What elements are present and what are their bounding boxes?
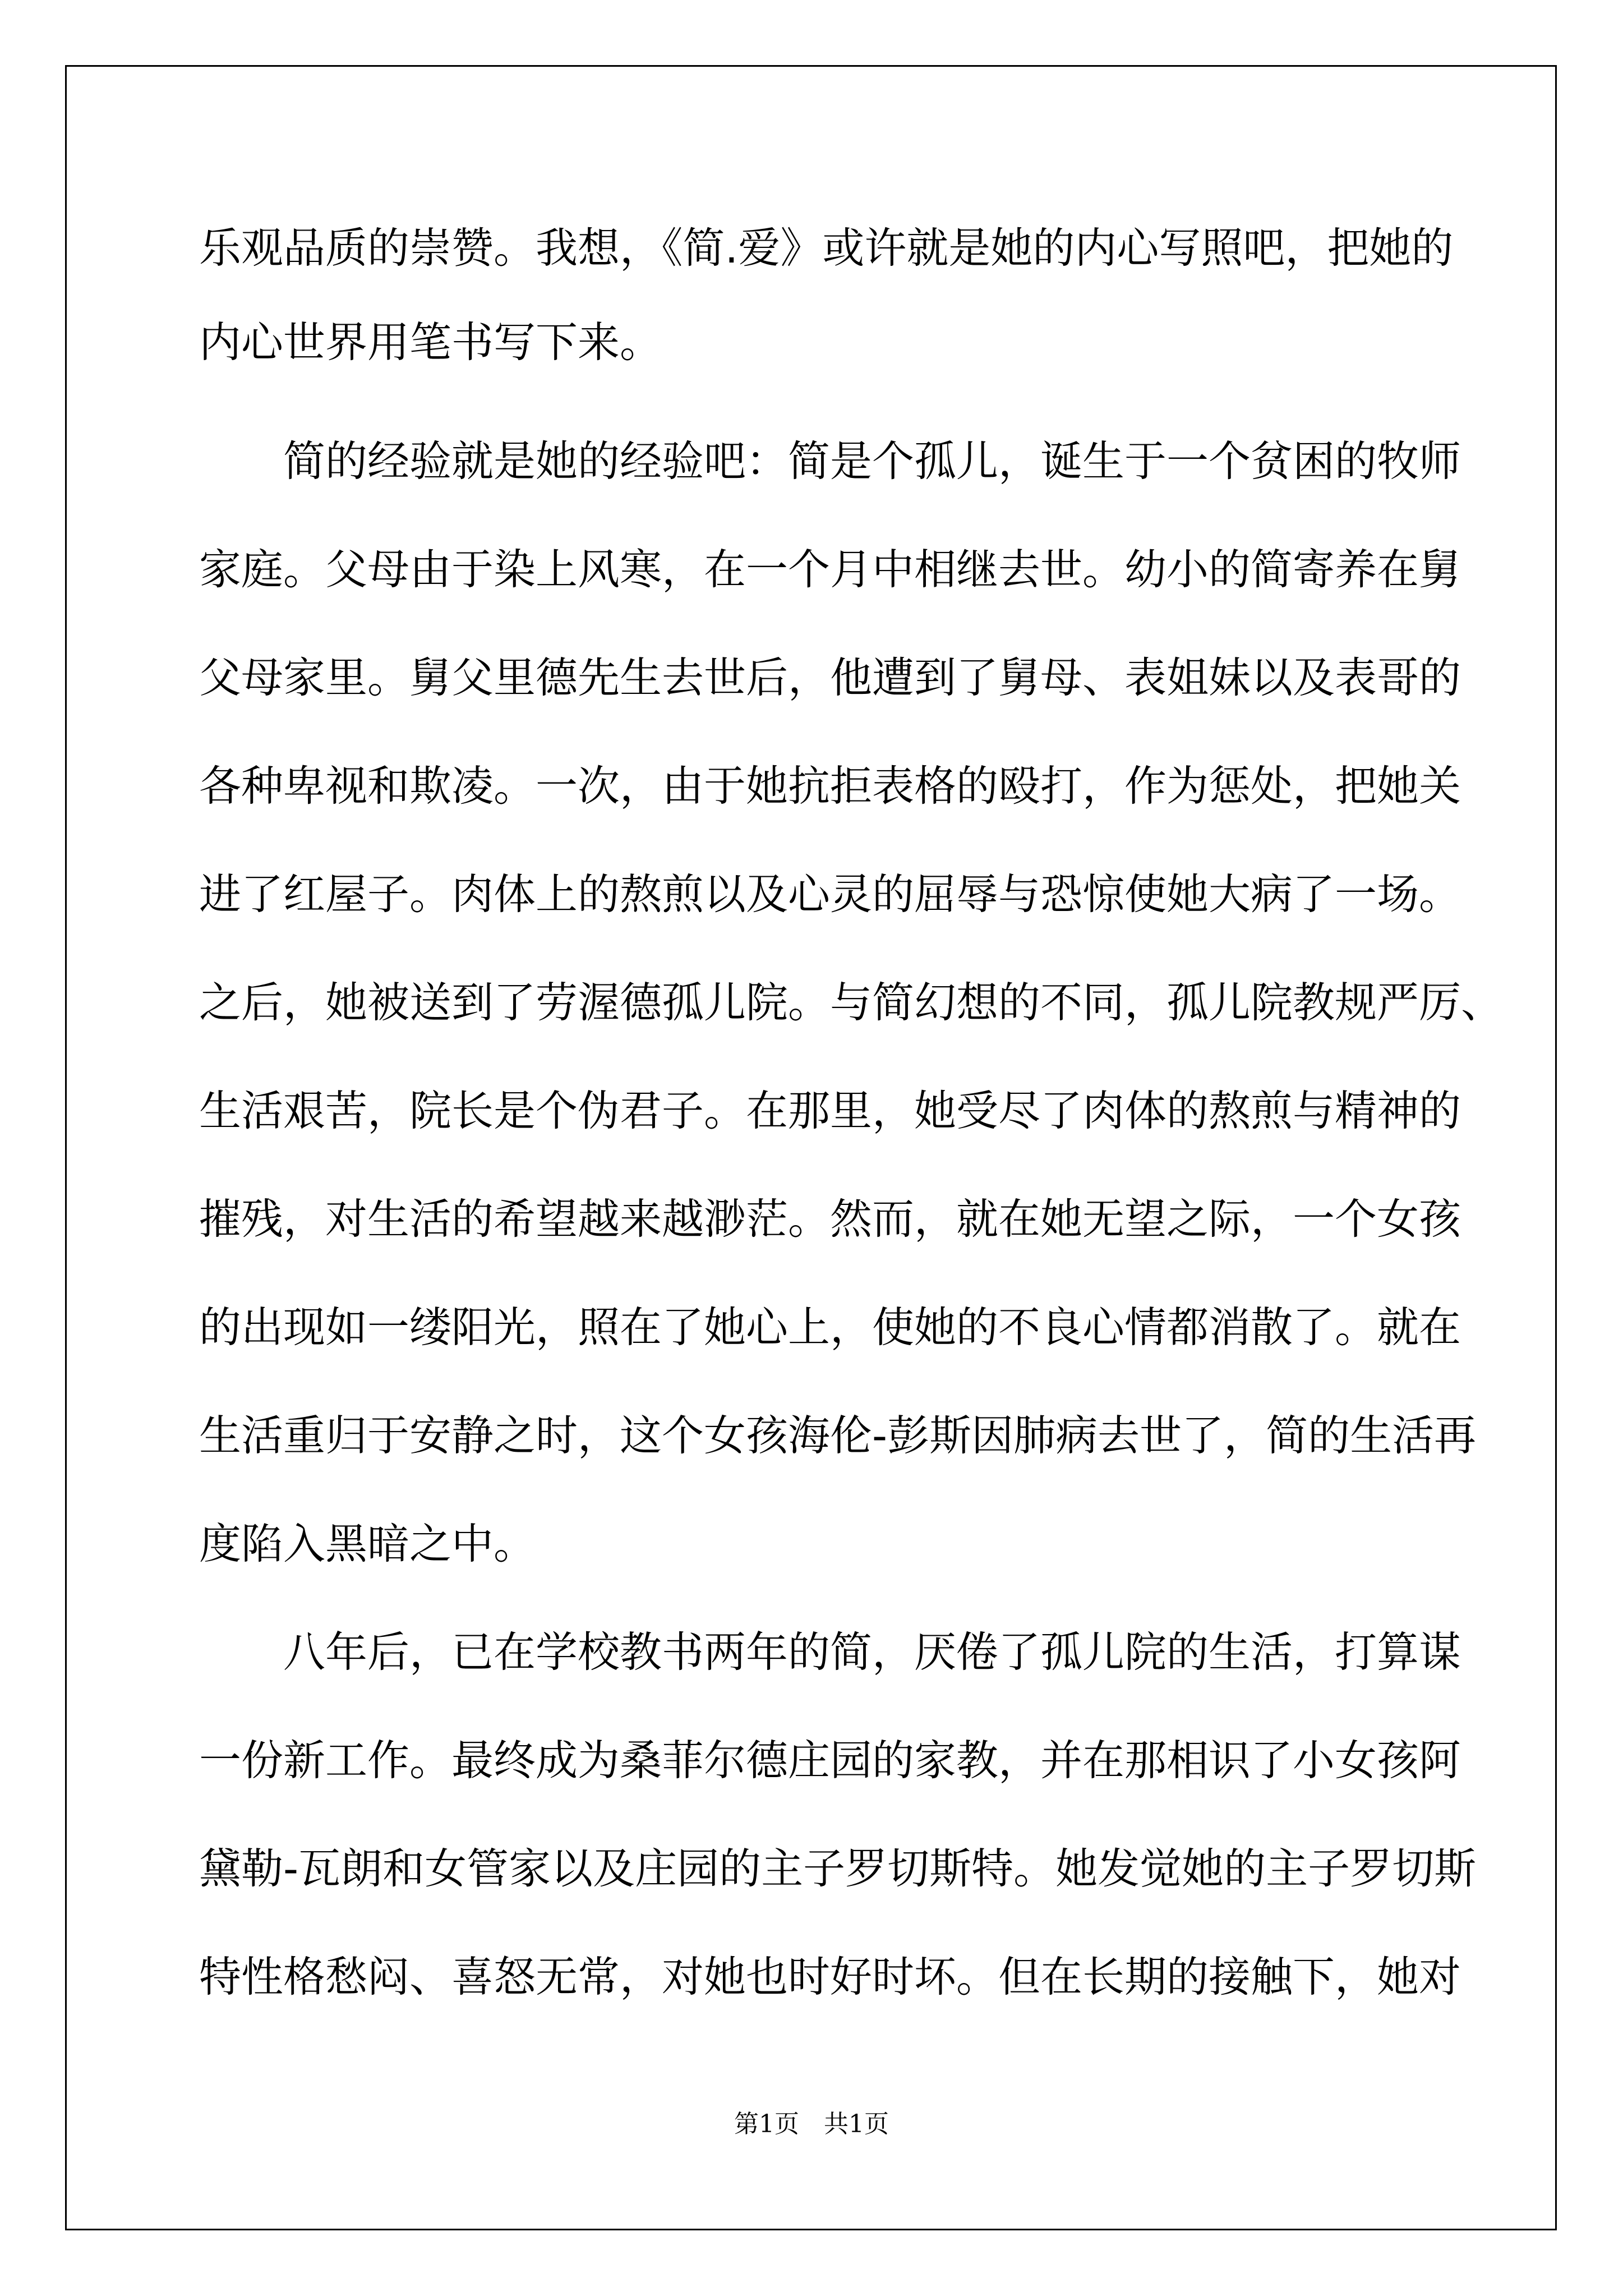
text-line: 乐观品质的崇赞。我想，《简.爱》或许就是她的内心写照吧，把她的 — [199, 223, 1454, 273]
text-line: 之后，她被送到了劳渥德孤儿院。与简幻想的不同，孤儿院教规严厉、 — [199, 978, 1504, 1027]
text-line: 各种卑视和欺凌。一次，由于她抗拒表格的殴打，作为惩处，把她关 — [199, 761, 1461, 811]
text-line: 摧残，对生活的希望越来越渺茫。然而，就在她无望之际，一个女孩 — [199, 1194, 1461, 1244]
text-line: 内心世界用笔书写下来。 — [199, 318, 662, 367]
text-line: 黛勒-瓦朗和女管家以及庄园的主子罗切斯特。她发觉她的主子罗切斯 — [199, 1844, 1477, 1893]
text-line: 父母家里。舅父里德先生去世后，他遭到了舅母、表姐妹以及表哥的 — [199, 653, 1461, 702]
text-line: 八年后，已在学校教书两年的简，厌倦了孤儿院的生活，打算谋 — [199, 1627, 1461, 1677]
page-border — [65, 65, 1557, 2230]
text-line: 特性格愁闷、喜怒无常，对她也时好时坏。但在长期的接触下，她对 — [199, 1952, 1461, 2001]
text-line: 的出现如一缕阳光，照在了她心上，使她的不良心情都消散了。就在 — [199, 1303, 1461, 1352]
text-line: 度陷入黑暗之中。 — [199, 1519, 536, 1568]
text-line: 简的经验就是她的经验吧：简是个孤儿，诞生于一个贫困的牧师 — [199, 436, 1461, 486]
text-line: 生活艰苦，院长是个伪君子。在那里，她受尽了肉体的熬煎与精神的 — [199, 1086, 1461, 1135]
text-line: 一份新工作。最终成为桑菲尔德庄园的家教，并在那相识了小女孩阿 — [199, 1736, 1461, 1785]
text-line: 生活重归于安静之时，这个女孩海伦-彭斯因肺病去世了，简的生活再 — [199, 1411, 1477, 1460]
text-line: 家庭。父母由于染上风寒，在一个月中相继去世。幼小的简寄养在舅 — [199, 545, 1461, 594]
page-number-footer: 第1页 共1页 — [734, 2110, 889, 2138]
text-line: 进了红屋子。肉体上的熬煎以及心灵的屈辱与恐惊使她大病了一场。 — [199, 869, 1461, 919]
